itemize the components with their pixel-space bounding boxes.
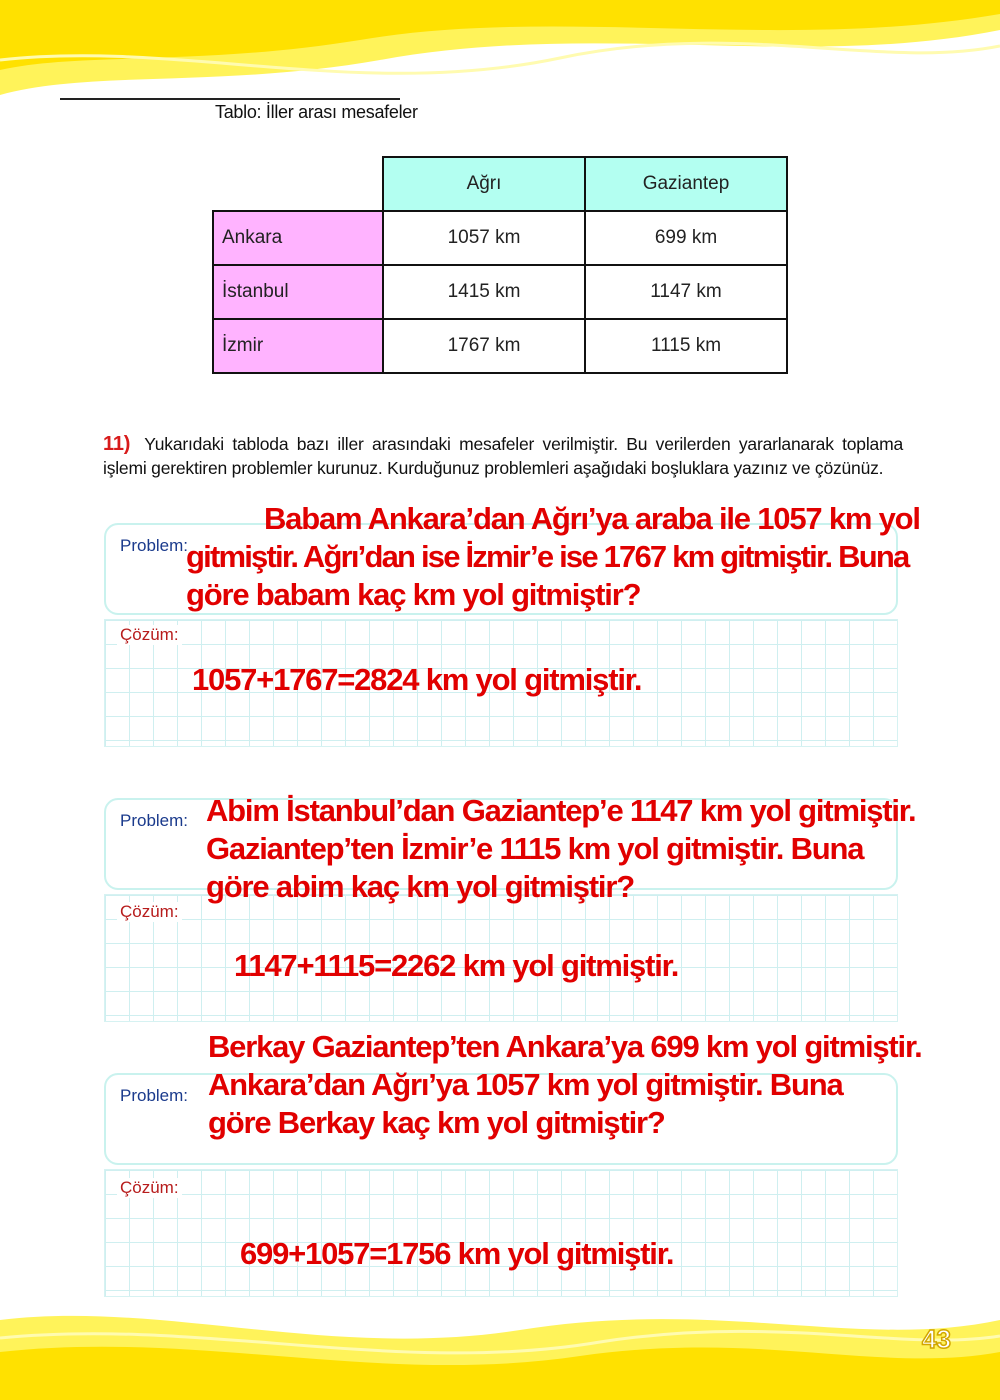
solution-grid-3[interactable] <box>104 1169 898 1297</box>
answer-3-line-2: Ankara’dan Ağrı’ya 1057 km yol gitmiştir. Buna <box>208 1067 843 1102</box>
answer-2-line-1: Abim İstanbul’dan Gaziantep’e 1147 km yol gitmiştir. <box>206 793 916 828</box>
answer-2-problem <box>206 792 915 906</box>
answer-1-problem <box>186 500 920 614</box>
row-header-izmir: İzmir <box>213 319 383 373</box>
answer-3-line-1: Berkay Gaziantep’ten Ankara’ya 699 km yol gitmiştir. <box>208 1029 922 1064</box>
header-rule <box>60 98 400 100</box>
answer-3-problem <box>208 1028 922 1142</box>
distance-table <box>212 156 788 374</box>
bottom-wave-decoration <box>0 1290 1000 1400</box>
answer-1-line-3: göre babam kaç km yol gitmiştir? <box>186 577 641 612</box>
table-cell: 1115 km <box>585 319 787 373</box>
solution-label-1: Çözüm: <box>117 625 182 645</box>
solution-label-3: Çözüm: <box>117 1178 182 1198</box>
table-cell: 1415 km <box>383 265 585 319</box>
answer-2-line-3: göre abim kaç km yol gitmiştir? <box>206 869 634 904</box>
row-header-istanbul: İstanbul <box>213 265 383 319</box>
answer-1-solution: 1057+1767=2824 km yol gitmiştir. <box>192 662 642 697</box>
table-cell: 1767 km <box>383 319 585 373</box>
problem-label-1: Problem: <box>117 536 191 556</box>
answer-1-line-1: Babam Ankara’dan Ağrı’ya araba ile 1057 km yol <box>264 501 920 536</box>
answer-3-line-3: göre Berkay kaç km yol gitmiştir? <box>208 1105 665 1140</box>
table-cell: 1057 km <box>383 211 585 265</box>
question-number: 11) <box>103 433 131 455</box>
row-header-ankara: Ankara <box>213 211 383 265</box>
column-header-agri: Ağrı <box>383 157 585 211</box>
table-corner <box>213 157 383 211</box>
question-11 <box>103 432 903 480</box>
answer-2-line-2: Gaziantep’ten İzmir’e 1115 km yol gitmiştir. Buna <box>206 831 864 866</box>
table-caption: Tablo: İller arası mesafeler <box>215 102 418 122</box>
top-wave-decoration <box>0 0 1000 110</box>
column-header-gaziantep: Gaziantep <box>585 157 787 211</box>
solution-label-2: Çözüm: <box>117 902 182 922</box>
problem-label-3: Problem: <box>117 1086 191 1106</box>
page-number: 43 <box>922 1324 951 1354</box>
table-cell: 699 km <box>585 211 787 265</box>
answer-3-solution: 699+1057=1756 km yol gitmiştir. <box>240 1236 674 1271</box>
problem-label-2: Problem: <box>117 811 191 831</box>
answer-1-line-2: gitmiştir. Ağrı’dan ise İzmir’e ise 1767 km gitmiştir. Buna <box>186 539 909 574</box>
table-cell: 1147 km <box>585 265 787 319</box>
answer-2-solution: 1147+1115=2262 km yol gitmiştir. <box>234 948 679 983</box>
question-text: Yukarıdaki tabloda bazı iller arasındaki mesafeler verilmiştir. Bu verilerden yararlanarak toplama işlemi gerektiren problemler kurunuz. Kurduğunuz problemleri aşağıdaki boşluklara yazınız ve çözünüz. <box>103 434 903 478</box>
